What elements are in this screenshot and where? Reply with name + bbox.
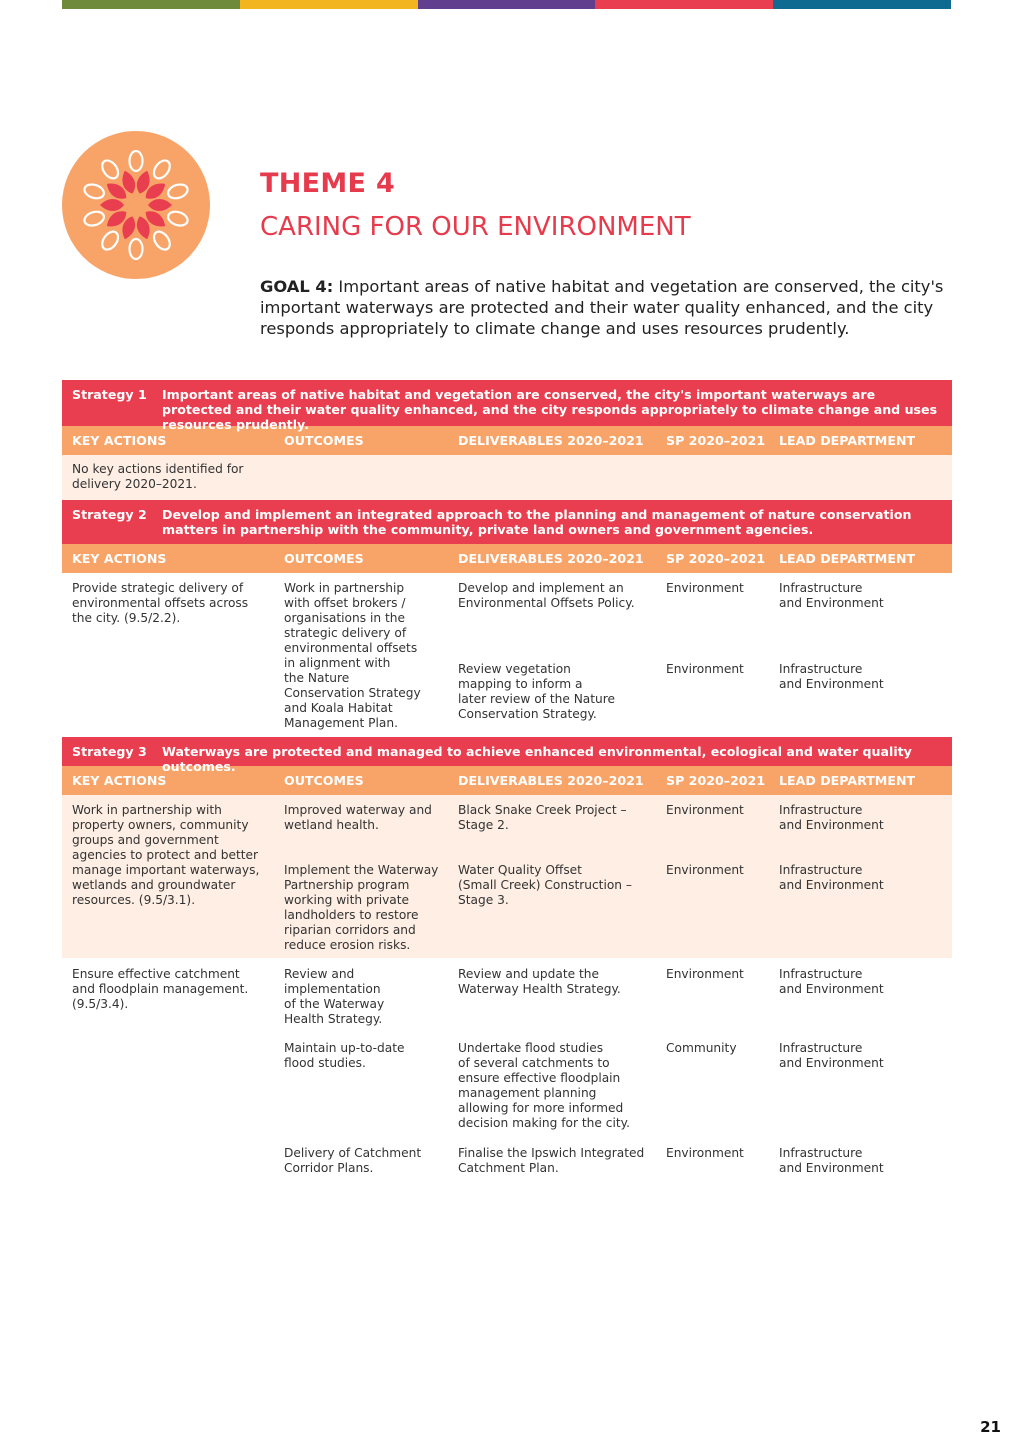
leaf-flower-emblem-icon	[62, 131, 210, 279]
deliverable-cell: Black Snake Creek Project – Stage 2.	[458, 803, 627, 832]
sp-cell: Environment	[666, 803, 744, 817]
goal-label: GOAL 4:	[260, 277, 334, 296]
key-action-cell: Work in partnership with property owners, community groups and government agencies to protect and better manage important waterways, wetlands and groundwater resources. (9.5/3.1).	[72, 803, 260, 907]
color-bar-segment	[240, 0, 418, 9]
strategy-banner	[62, 500, 952, 544]
deliverable-cell: Develop and implement an Environmental Offsets Policy.	[458, 581, 635, 610]
table-row	[62, 573, 952, 737]
table-row	[62, 455, 952, 500]
outcome-cell: Implement the Waterway Partnership program working with private landholders to restore riparian corridors and reduce erosion risks.	[284, 863, 439, 952]
outcome-row	[274, 803, 952, 863]
outcomes-group	[274, 967, 952, 1176]
deliverables-group	[448, 581, 952, 737]
outcome-row	[274, 863, 952, 953]
outcome-cell: Maintain up-to-date flood studies.	[284, 1041, 405, 1070]
col-deliverables: DELIVERABLES 2020–2021	[458, 433, 644, 448]
top-color-bar	[62, 0, 951, 9]
key-action-cell: Provide strategic delivery of environmental offsets across the city. (9.5/2.2).	[72, 581, 249, 625]
strategy-label: Strategy 1	[72, 387, 147, 402]
col-outcomes: OUTCOMES	[284, 551, 364, 566]
sp-cell: Environment	[666, 1146, 744, 1160]
outcome-row	[274, 1146, 952, 1176]
strategy-banner	[62, 737, 952, 774]
lead-cell: Infrastructure and Environment	[779, 662, 884, 691]
lead-cell: Infrastructure and Environment	[779, 863, 884, 892]
strategy-banner	[62, 380, 952, 432]
color-bar-segment	[62, 0, 240, 9]
outcome-cell: Improved waterway and wetland health.	[284, 803, 432, 832]
col-sp: SP 2020–2021	[666, 773, 766, 788]
sp-cell: Environment	[666, 863, 744, 877]
strategy-label: Strategy 2	[72, 507, 147, 522]
deliverable-cell: Finalise the Ipswich Integrated Catchment Plan.	[458, 1146, 645, 1175]
col-lead-department: LEAD DEPARTMENT	[779, 433, 916, 448]
col-deliverables: DELIVERABLES 2020–2021	[458, 773, 644, 788]
lead-cell: Infrastructure and Environment	[779, 803, 884, 832]
col-key-actions: KEY ACTIONS	[72, 551, 167, 566]
deliverable-row	[448, 662, 952, 722]
col-lead-department: LEAD DEPARTMENT	[779, 551, 916, 566]
strategy-text: Important areas of native habitat and vegetation are conserved, the city's important waterways are protected and their water quality enhanced, and the city responds appropriately to climate change and uses resources prudently.	[162, 387, 938, 432]
deliverable-cell: Undertake flood studies of several catchments to ensure effective floodplain management planning allowing for more informed decision making for the city.	[458, 1041, 630, 1130]
col-key-actions: KEY ACTIONS	[72, 433, 167, 448]
key-action-cell: Ensure effective catchment and floodplain management. (9.5/3.4).	[72, 967, 249, 1011]
lead-cell: Infrastructure and Environment	[779, 1146, 884, 1175]
deliverable-row	[448, 581, 952, 662]
color-bar-segment	[595, 0, 773, 9]
outcome-cell: Delivery of Catchment Corridor Plans.	[284, 1146, 422, 1175]
outcome-cell: Work in partnership with offset brokers / organisations in the strategic delivery of environmental offsets in alignment with the Nature Conservation Strategy and Koala Habitat Management Plan.	[284, 581, 421, 730]
deliverable-cell: Water Quality Offset (Small Creek) Construction – Stage 3.	[458, 863, 632, 907]
strategy-label: Strategy 3	[72, 744, 147, 759]
key-action-cell: No key actions identified for delivery 2020–2021.	[72, 462, 244, 491]
lead-cell: Infrastructure and Environment	[779, 581, 884, 610]
color-bar-segment	[773, 0, 951, 9]
sp-cell: Environment	[666, 581, 744, 595]
table-row	[62, 958, 952, 1176]
sp-cell: Environment	[666, 967, 744, 981]
theme-title: CARING FOR OUR ENVIRONMENT	[260, 212, 691, 242]
column-header-row	[62, 544, 952, 573]
outcome-row	[274, 1041, 952, 1146]
outcomes-group	[274, 803, 952, 958]
lead-cell: Infrastructure and Environment	[779, 1041, 884, 1070]
color-bar-segment	[418, 0, 596, 9]
strategy-text: Develop and implement an integrated approach to the planning and management of nature conservation matters in partnership with the community, private land owners and government agencies.	[162, 507, 912, 537]
col-outcomes: OUTCOMES	[284, 433, 364, 448]
goal-statement	[260, 277, 950, 339]
strategy-text: Waterways are protected and managed to achieve enhanced environmental, ecological and water quality outcomes.	[162, 744, 912, 774]
col-deliverables: DELIVERABLES 2020–2021	[458, 551, 644, 566]
col-sp: SP 2020–2021	[666, 433, 766, 448]
goal-text: Important areas of native habitat and vegetation are conserved, the city's important waterways are protected and their water quality enhanced, and the city responds appropriately to climate change and uses resources prudently.	[260, 277, 944, 338]
outcome-cell: Review and implementation of the Waterway Health Strategy.	[284, 967, 385, 1026]
col-lead-department: LEAD DEPARTMENT	[779, 773, 916, 788]
strategy-table	[62, 380, 952, 1176]
col-sp: SP 2020–2021	[666, 551, 766, 566]
outcome-row	[274, 967, 952, 1041]
table-row	[62, 795, 952, 958]
theme-label: THEME 4	[260, 168, 396, 199]
page-number: 21	[980, 1418, 1001, 1436]
lead-cell: Infrastructure and Environment	[779, 967, 884, 996]
col-outcomes: OUTCOMES	[284, 773, 364, 788]
sp-cell: Community	[666, 1041, 737, 1055]
deliverable-cell: Review and update the Waterway Health Strategy.	[458, 967, 621, 996]
sp-cell: Environment	[666, 662, 744, 676]
col-key-actions: KEY ACTIONS	[72, 773, 167, 788]
deliverable-cell: Review vegetation mapping to inform a later review of the Nature Conservation Strategy.	[458, 662, 616, 721]
